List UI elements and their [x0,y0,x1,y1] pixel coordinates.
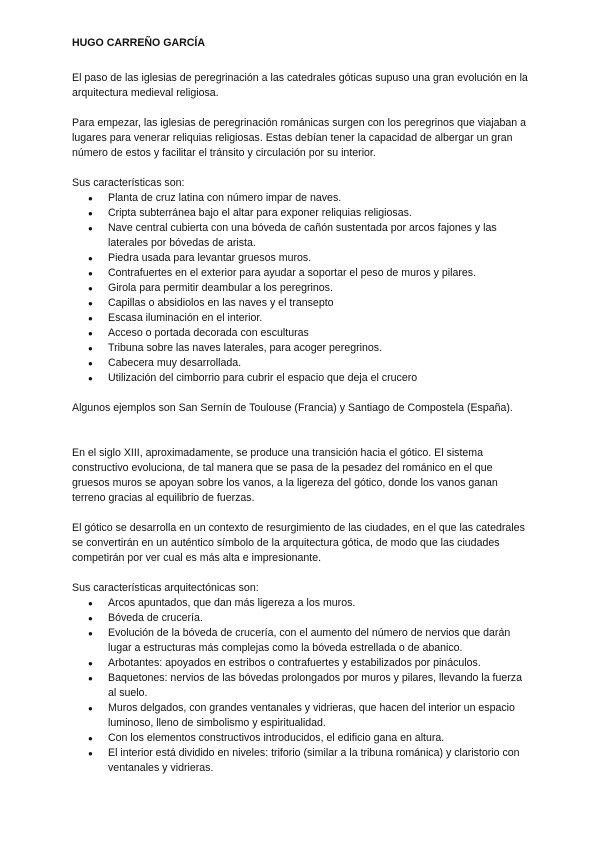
list-item: ● Muros delgados, con grandes ventanales y vidrieras, que hacen del interior un espacio luminoso, lleno de simbolismo y espiritualidad. [108,701,532,731]
list-item: ● Cabecera muy desarrollada. [108,356,532,371]
list-item: ● Evolución de la bóveda de crucería, con el aumento del número de nervios que darán lugar a estructuras más complejas como la bóveda estrellada o de abanico. [108,626,532,656]
romanesque-intro-paragraph: Para empezar, las iglesias de peregrinación románicas surgen con los peregrinos que viajaban a lugares para venerar reliquias religiosas. Estas debían tener la capacidad de albergar un gran número de estos y facilitar el tránsito y circulación por su interior. [72,117,527,159]
list-item: ● Contrafuertes en el exterior para ayudar a soportar el peso de muros y pilares. [108,266,532,281]
document-page [72,36,532,776]
list-item: ● Capillas o absidiolos en las naves y el transepto [108,296,532,311]
list-item: ● Baquetones: nervios de las bóvedas prolongados por muros y pilares, llevando la fuerza al suelo. [108,671,532,701]
list-item: ● Utilización del cimborrio para cubrir el espacio que deja el crucero [108,371,532,386]
romanesque-examples-paragraph: Algunos ejemplos son San Sernín de Toulouse (Francia) y Santiago de Compostela (España). [72,402,513,414]
list-item: ● Bóveda de crucería. [108,611,532,626]
list-item: ● Planta de cruz latina con número impar de naves. [108,191,532,206]
gothic-features-list [72,596,532,776]
list-item: ● Con los elementos constructivos introducidos, el edificio gana en altura. [108,731,532,746]
intro-paragraph: El paso de las iglesias de peregrinación a las catedrales góticas supuso una gran evolución en la arquitectura medieval religiosa. [72,72,528,99]
list-item: ● Cripta subterránea bajo el altar para exponer reliquias religiosas. [108,206,532,221]
list-item: ● El interior está dividido en niveles: triforio (similar a la tribuna románica) y claristorio con ventanales y vidrieras. [108,746,532,776]
romanesque-list-heading: Sus características son: [72,177,185,189]
romanesque-features-list [72,191,532,386]
list-item: ● Arcos apuntados, que dan más ligereza a los muros. [108,596,532,611]
gothic-list-heading: Sus características arquitectónicas son: [72,582,259,594]
list-item: ● Nave central cubierta con una bóveda de cañón sustentada por arcos fajones y las laterales por bóvedas de arista. [108,221,532,251]
author-name: HUGO CARREÑO GARCÍA [72,37,206,49]
list-item: ● Piedra usada para levantar gruesos muros. [108,251,532,266]
list-item: ● Acceso o portada decorada con esculturas [108,326,532,341]
gothic-context-paragraph: El gótico se desarrolla en un contexto de resurgimiento de las ciudades, en el que las catedrales se convertirán en un auténtico símbolo de la arquitectura gótica, de modo que las ciudades competirán por ver cual es más alta e impresionante. [72,522,525,564]
list-item: ● Girola para permitir deambular a los peregrinos. [108,281,532,296]
list-item: ● Arbotantes: apoyados en estribos o contrafuertes y estabilizados por pináculos. [108,656,532,671]
list-item: ● Escasa iluminación en el interior. [108,311,532,326]
gothic-transition-paragraph: En el siglo XIII, aproximadamente, se produce una transición hacia el gótico. El sistema constructivo evoluciona, de tal manera que se pasa de la pesadez del románico en el que gruesos muros se apoyan sobre los vanos, a la ligereza del gótico, donde los vanos ganan terreno gracias al equilibrio de fuerzas. [72,447,498,504]
list-item: ● Tribuna sobre las naves laterales, para acoger peregrinos. [108,341,532,356]
